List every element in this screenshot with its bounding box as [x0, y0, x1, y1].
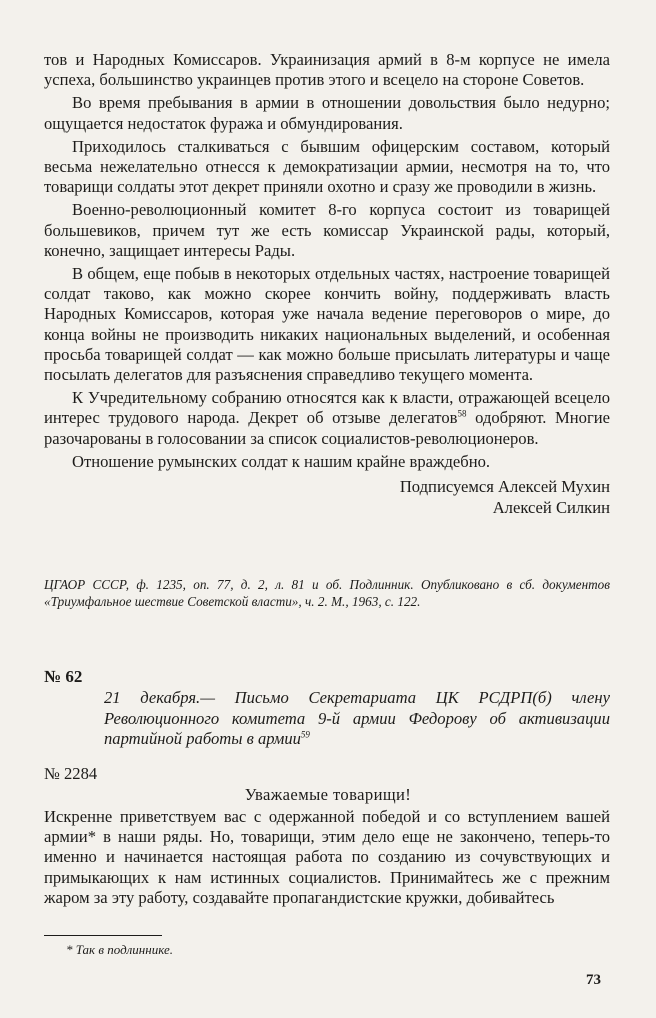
paragraph-committee: Военно-революционный комитет 8-го корпуса состоит из товарищей большевиков, причем тут же есть комиссар Украинской рады, который, конечно, защищает интересы Рады. [44, 200, 610, 260]
footnote-divider [44, 935, 162, 936]
letter-body: Искренне приветствуем вас с одержанной победой и со вступлением вашей армии* в наши ряды. Но, товарищи, этим дело еще не закончено, теперь-то именно и начинается настоящая работа по созданию из сочувствующих и примыкающих к нам истинных социалистов. Принимайтесь же с прежним жаром за эту работу, создавайте пропагандистские кружки, добивайтесь [44, 807, 610, 907]
footnote: * Так в подлиннике. [66, 942, 173, 957]
paragraph-mood: В общем, еще побыв в некоторых отдельных частях, настроение товарищей солдат таково, как можно скорее кончить войну, поддерживать власть Народных Комиссаров, которая уже начала ведение переговоров о мире, до конца войны не производить никаких национальных выделений, и особенная просьба товарищей солдат — как можно больше присылать литературы и чаще посылать делегатов для разъяснения справедливо текущего момента. [44, 264, 610, 385]
archival-source: ЦГАОР СССР, ф. 1235, оп. 77, д. 2, л. 81 и об. Подлинник. Опубликовано в сб. документов «Триумфальное шествие Советской власти», ч. 2. М., 1963, с. 122. [44, 577, 610, 609]
document-title: 21 декабря.— Письмо Секретариата ЦК РСДРП(б) члену Революционного комитета 9-й армии Федорову об активизации партийной работы в армии$^{59}$ [104, 688, 610, 748]
registration-number: № 2284 [44, 764, 98, 783]
paragraph-romanian-soldiers: Отношение румынских солдат к нашим крайне враждебно. [72, 451, 491, 471]
page-number: 73 [586, 972, 601, 988]
footnote-mark: * [87, 827, 96, 847]
paragraph-constituent-assembly: К Учредительному собранию относятся как к власти, отражающей всецело интерес трудового народа. Декрет об отзыве делегатов$^{58}$ одобряют. Многие разочарованы в голосовании за список социалистов-революционеров. [44, 388, 610, 448]
salutation: Уважаемые товарищи! [244, 785, 412, 804]
footnote-ref-58: 58 [457, 408, 467, 419]
document-number: № 62 [44, 667, 83, 686]
signature-line-2: Алексей Силкин [492, 498, 610, 518]
letter-continuation [44, 50, 610, 518]
paragraph-supplies: Во время пребывания в армии в отношении довольствия было недурно; ощущается недостаток фуража и обмундирования. [44, 93, 610, 133]
footnote-ref-59: 59 [300, 729, 310, 740]
signature-line-1: Подписуемся Алексей Мухин [399, 477, 610, 497]
paragraph-ukrainization: тов и Народных Комиссаров. Украинизация армий в 8-м корпусе не имела успеха, большинство украинцев против этого и всецело на стороне Советов. [44, 50, 610, 90]
paragraph-officers: Приходилось сталкиваться с бывшим офицерским составом, который весьма нежелательно отнесся к демократизации армии, несмотря на то, что товарищи солдаты этот декрет приняли охотно и сразу же проводили в жизнь. [44, 136, 610, 197]
